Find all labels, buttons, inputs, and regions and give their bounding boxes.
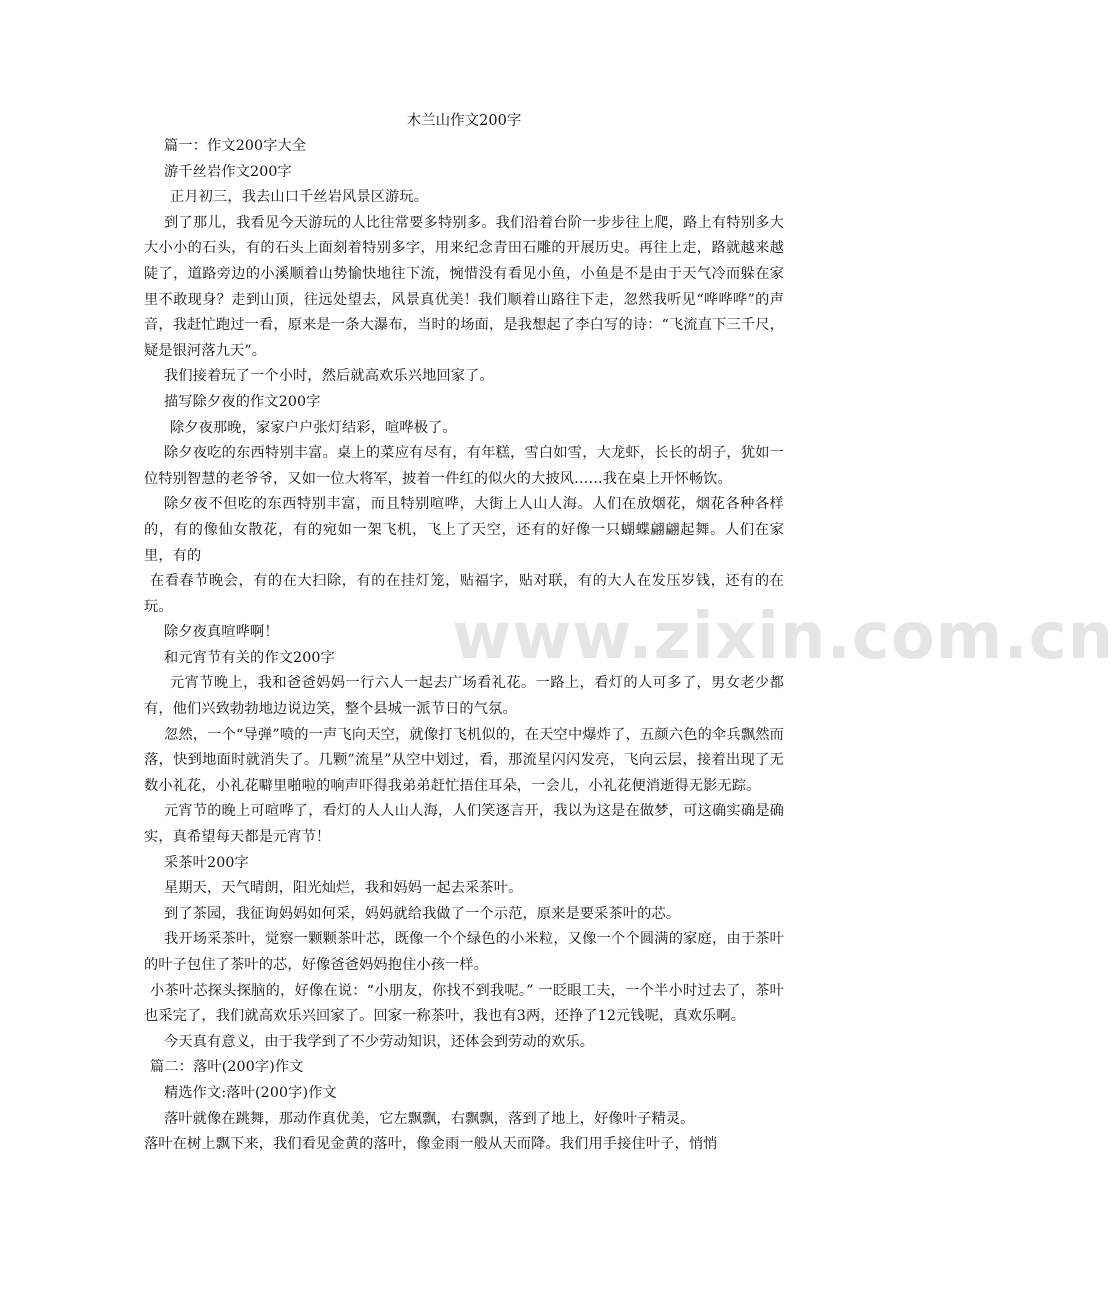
paragraph: 篇二：落叶(200字)作文 xyxy=(150,1059,304,1076)
paragraph: 星期天，天气晴朗，阳光灿烂，我和妈妈一起去采茶叶。 xyxy=(164,880,523,897)
paragraph: 我们接着玩了一个小时，然后就高欢乐兴地回家了。 xyxy=(164,368,494,385)
paragraph: 正月初三，我去山口千丝岩风景区游玩。 xyxy=(170,189,429,206)
paragraph: 今天真有意义，由于我学到了不少劳动知识，还体会到劳动的欢乐。 xyxy=(164,1033,595,1050)
watermark: www.zixin.com.cn xyxy=(452,600,1114,674)
paragraph: 到了茶园，我征询妈妈如何采，妈妈就给我做了一个示范，原来是要采茶叶的芯。 xyxy=(164,905,681,922)
paragraph: 描写除夕夜的作文200字 xyxy=(164,393,321,410)
paragraph: 小茶叶芯探头探脑的，好像在说：“小朋友，你找不到我呢。” 一眨眼工夫，一个半小时过去了，茶叶也采完了，我们就高欢乐兴回家了。回家一称茶叶，我也有3两，还挣了12元钱呢，真欢乐啊。 xyxy=(144,982,784,1025)
paragraph: 除夕夜吃的东西特别丰富。桌上的菜应有尽有，有年糕，雪白如雪，大龙虾，长长的胡子，犹如一位特别智慧的老爷爷，又如一位大将军，披着一件红的似火的大披风……我在桌上开怀畅饮。 xyxy=(144,445,784,487)
paragraph: 和元宵节有关的作文200字 xyxy=(164,649,335,666)
paragraph: 落叶就像在跳舞，那动作真优美，它左飘飘，右飘飘，落到了地上，好像叶子精灵。 xyxy=(164,1110,695,1127)
paragraph: 篇一：作文200字大全 xyxy=(164,138,307,154)
paragraph: 我开场采茶叶，觉察一颗颗茶叶芯，既像一个个绿色的小米粒，又像一个个圆满的家庭，由于茶叶的叶子包住了茶叶的芯，好像爸爸妈妈抱住小孩一样。 xyxy=(144,931,784,973)
document-title: 木兰山作文200字 xyxy=(406,113,522,129)
paragraph: 除夕夜真喧哗啊！ xyxy=(164,624,279,641)
paragraph: 在看春节晚会，有的在大扫除，有的在挂灯笼，贴福字，贴对联，有的大人在发压岁钱，还有的在玩。 xyxy=(144,573,784,615)
paragraph: 到了那儿，我看见今天游玩的人比往常要多特别多。我们沿着台阶一步步往上爬，路上有特别多大大小小的石头，有的石头上面刻着特别多字，用来纪念青田石雕的开展历史。再往上走，路就越来越陡了，道路旁边的小溪顺着山势愉快地往下流，惋惜没有看见小鱼，小鱼是不是由于天气冷而躲在家里不敢现身？走到山顶，往远处望去，风景真优美！我们顺着山路往下走，忽然我听见“哗哗哗”的声音，我赶忙跑过一看，原来是一条大瀑布，当时的场面，是我想起了李白写的诗：“飞流直下三千尺，疑是银河落九天”。 xyxy=(144,214,784,359)
paragraph: 采茶叶200字 xyxy=(164,854,249,871)
paragraph: 落叶在树上飘下来，我们看见金黄的落叶，像金雨一般从天而降。我们用手接住叶子，悄悄 xyxy=(144,1136,718,1153)
paragraph: 除夕夜不但吃的东西特别丰富，而且特别喧哗，大街上人山人海。人们在放烟花，烟花各种各样的，有的像仙女散花，有的宛如一架飞机，飞上了天空，还有的好像一只蝴蝶翩翩起舞。人们在家里，有的 xyxy=(144,496,784,564)
paragraph: 除夕夜那晚，家家户户张灯结彩，喧哗极了。 xyxy=(170,419,457,436)
paragraph: 元宵节晚上，我和爸爸妈妈一行六人一起去广场看礼花。一路上，看灯的人可多了，男女老少都有，他们兴致勃勃地边说边笑，整个县城一派节日的气氛。 xyxy=(144,675,784,718)
document-body xyxy=(144,134,784,1158)
paragraph: 游千丝岩作文200字 xyxy=(164,163,292,180)
paragraph: 精选作文:落叶(200字)作文 xyxy=(164,1084,337,1101)
paragraph: 元宵节的晚上可喧哗了，看灯的人人山人海，人们笑逐言开，我以为这是在做梦，可这确实确是确实，真希望每天都是元宵节！ xyxy=(144,803,784,846)
document-page xyxy=(144,108,784,1158)
paragraph: 忽然，一个“导弹”喷的一声飞向天空，就像打飞机似的，在天空中爆炸了，五颜六色的伞兵飘然而落，快到地面时就消失了。几颗”流星”从空中划过，看，那流星闪闪发亮，飞向云层，接着出现了无数小礼花，小礼花噼里啪啦的响声吓得我弟弟赶忙捂住耳朵，一会儿，小礼花便消逝得无影无踪。 xyxy=(144,726,784,794)
